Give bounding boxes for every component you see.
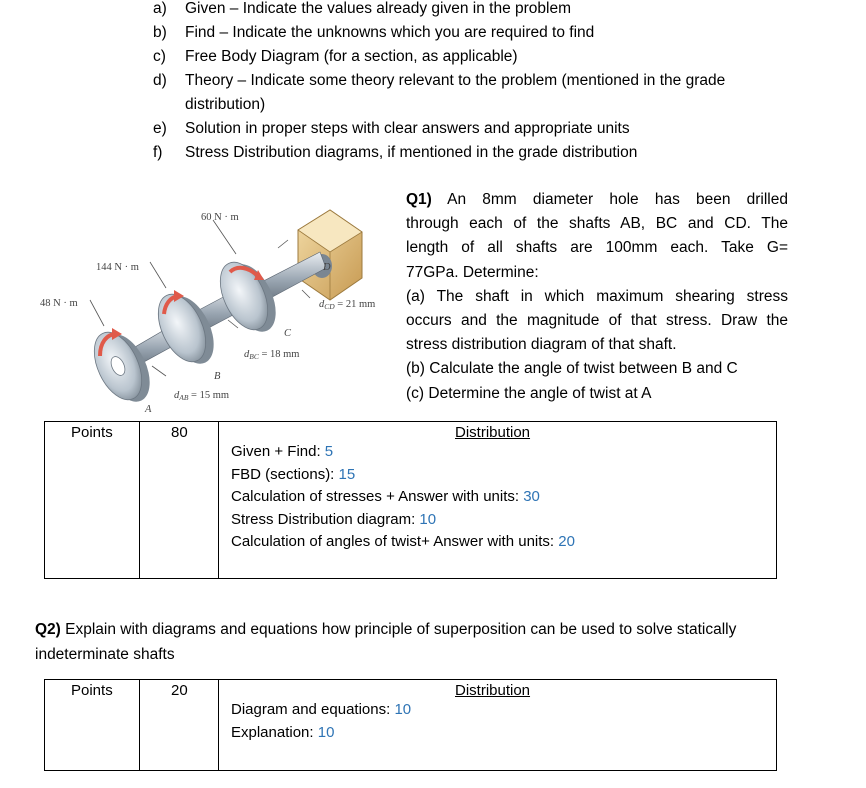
instruction-item-c: [153, 45, 725, 69]
q1-line-6: occurs and the magnitude of that stress. Draw the: [406, 312, 788, 330]
fixed-support-d: [298, 210, 362, 300]
points-value-cell: [140, 422, 219, 579]
diameter-label-ab: dAB = 15 mm: [174, 390, 230, 402]
q1-line-8: (b) Calculate the angle of twist between B and C: [406, 360, 738, 378]
distribution-item: Given + Find: 5: [231, 443, 334, 460]
q2-label: Q2): [35, 621, 61, 638]
instruction-text: Theory – Indicate some theory relevant to the problem (mentioned in the grade: [185, 72, 726, 89]
q1-label: Q1): [406, 191, 432, 208]
instruction-text: Stress Distribution diagrams, if mentioned in the grade distribution: [185, 144, 638, 161]
q1-line-1: Q1) An 8mm diameter hole has been drilled: [406, 191, 788, 208]
q1-line-4: 77GPa. Determine:: [406, 263, 539, 281]
instruction-item-f: [153, 141, 725, 165]
instruction-marker: f): [153, 144, 163, 161]
distribution-cell: [219, 422, 777, 579]
distribution-items: [219, 441, 776, 554]
instruction-text: Given – Indicate the values already given in the problem: [185, 0, 572, 17]
q1-line-9: (c) Determine the angle of twist at A: [406, 384, 652, 402]
instruction-item-b: [153, 21, 725, 45]
question-2-text: [35, 618, 805, 667]
instruction-marker: c): [153, 48, 166, 65]
points-label-cell: [45, 680, 140, 771]
distribution-heading: Distribution: [455, 424, 531, 441]
instruction-text: Solution in proper steps with clear answers and appropriate units: [185, 120, 630, 137]
distribution-items: [219, 699, 776, 744]
grade-table-q2: [44, 679, 777, 771]
instruction-item-a: [153, 0, 725, 21]
instruction-list: [153, 0, 725, 165]
point-label-a: A: [145, 404, 152, 415]
diameter-label-bc: dBC = 18 mm: [244, 349, 300, 361]
instruction-marker: a): [153, 0, 167, 17]
torque-label-60: 60 N · m: [201, 212, 239, 223]
q1-line-5: (a) The shaft in which maximum shearing stress: [406, 287, 788, 305]
q2-body: Explain with diagrams and equations how principle of superposition can be used to solve statically indeterminate shafts: [35, 621, 737, 663]
q1-line-7: stress distribution diagram of that shaft.: [406, 336, 677, 354]
point-label-d: D: [323, 262, 331, 273]
distribution-heading: Distribution: [455, 682, 531, 699]
q1-line-2: through each of the shafts AB, BC and CD. The: [406, 215, 788, 233]
points-value: 20: [171, 682, 188, 699]
point-label-b: B: [214, 371, 221, 382]
distribution-cell: [219, 680, 777, 771]
instruction-marker: b): [153, 24, 167, 41]
instruction-text-cont: distribution): [185, 96, 266, 113]
disk-a: [85, 325, 160, 409]
instruction-marker: e): [153, 120, 167, 137]
distribution-item: Stress Distribution diagram: 10: [231, 510, 437, 528]
distribution-item: Calculation of angles of twist+ Answer with units: 20: [231, 533, 575, 550]
disk-c: [211, 255, 286, 339]
shaft-figure: [30, 190, 402, 420]
grade-table-q1: [44, 421, 777, 579]
instruction-marker: d): [153, 72, 167, 89]
point-label-c: C: [284, 328, 292, 339]
points-value-cell: [140, 680, 219, 771]
points-label: Points: [71, 424, 113, 441]
instruction-item-d-cont: [153, 93, 725, 117]
disk-b: [149, 287, 224, 371]
q1-line-3: length of all shafts are 100mm each. Take G=: [406, 239, 788, 257]
points-value: 80: [171, 424, 188, 441]
distribution-item: FBD (sections): 15: [231, 465, 356, 483]
distribution-item: Explanation: 10: [231, 723, 335, 741]
torque-label-48: 48 N · m: [40, 298, 78, 309]
instruction-text: Free Body Diagram (for a section, as applicable): [185, 48, 518, 65]
question-1-text: [406, 188, 788, 406]
instruction-item-e: [153, 117, 725, 141]
points-label: Points: [71, 682, 113, 699]
instruction-text: Find – Indicate the unknowns which you are required to find: [185, 24, 595, 41]
distribution-item: Calculation of stresses + Answer with units: 30: [231, 488, 540, 505]
instruction-item-d: [153, 69, 725, 93]
torque-label-144: 144 N · m: [96, 262, 139, 273]
diameter-label-cd: dCD = 21 mm: [319, 299, 376, 311]
distribution-item: Diagram and equations: 10: [231, 701, 412, 718]
points-label-cell: [45, 422, 140, 579]
